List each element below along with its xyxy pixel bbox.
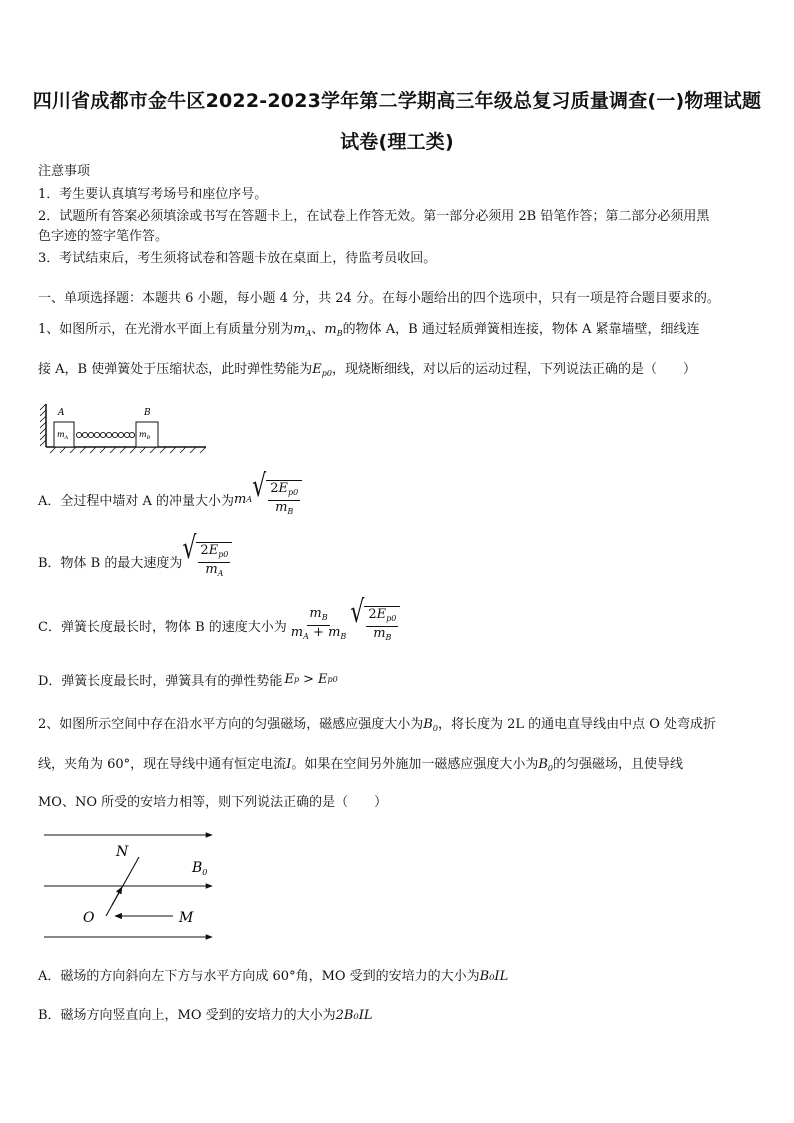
- notice-item-3: 3．考试结束后，考生须将试卷和答题卡放在桌面上，待监考员收回。: [38, 251, 437, 266]
- sqrt-symbol: √ $\frac{2E_{p0}}{m_B}$: [350, 606, 400, 645]
- document-title-line2: 试卷(理工类): [340, 131, 454, 153]
- q1-option-b[interactable]: B．物体 B 的最大速度为 √ $\frac{2E_{p0}}{m_A}$: [38, 542, 232, 581]
- section-heading: 一、单项选择题：本题共 6 小题，每小题 4 分，共 24 分。在每小题给出的四个选项中，只有一项是符合题目要求的。: [38, 291, 720, 306]
- q1-spring-figure: [40, 400, 210, 454]
- q2-stem-line1: 2、如图所示空间中存在沿水平方向的匀强磁场，磁感应强度大小为$B_0$，将长度为 2L 的通电直导线由中点 O 处弯成折: [38, 717, 717, 733]
- document-title-line1: 四川省成都市金牛区2022-2023学年第二学期高三年级总复习质量调查(一)物理试题: [32, 90, 762, 112]
- notice-item-2: 2．试题所有答案必须填涂或书写在答题卡上，在试卷上作答无效。第一部分必须用 2B 铅笔作答；第二部分必须用黑: [38, 209, 710, 224]
- label-o: O: [83, 910, 95, 926]
- label-m: M: [179, 910, 194, 926]
- q2-option-b[interactable]: B．磁场方向竖直向上，MO 受到的安培力的大小为2B₀IL: [38, 1008, 373, 1023]
- q2-field-figure: [40, 825, 220, 945]
- notice-heading: 注意事项: [38, 164, 91, 179]
- q1-option-c[interactable]: C．弹簧长度最长时，物体 B 的速度大小为 $\frac{m_B}{m_A + m_B}$ √ $\frac{2E_{p0}}{m_B}$: [38, 606, 400, 645]
- q1-option-a[interactable]: A．全过程中墙对 A 的冲量大小为 m A √ $\frac{2E_{p0}}{m_B}$: [38, 480, 302, 519]
- q2-stem-line2: 线，夹角为 60°，现在导线中通有恒定电流I。如果在空间另外施加一磁感应强度大小为$B_0$的匀强磁场，且使导线: [38, 757, 684, 773]
- spring: [76, 432, 134, 437]
- label-n: N: [116, 844, 129, 860]
- label-mass-b: $m_B$: [139, 430, 151, 441]
- q1-stem-line2: 接 A，B 使弹簧处于压缩状态，此时弹性势能为$E_{p0}$，现烧断细线，对以后的运动过程，下列说法正确的是（ ）: [38, 362, 696, 378]
- q2-option-a[interactable]: A．磁场的方向斜向左下方与水平方向成 60°角，MO 受到的安培力的大小为B₀IL: [38, 969, 509, 984]
- sqrt-symbol: √ $\frac{2E_{p0}}{m_A}$: [182, 542, 232, 581]
- label-b: B: [144, 408, 151, 418]
- label-b0: $B_0$: [192, 860, 208, 877]
- notice-item-1: 1．考生要认真填写考场号和座位序号。: [38, 187, 268, 202]
- q2-stem-line3: MO、NO 所受的安培力相等，则下列说法正确的是（ ）: [38, 795, 388, 810]
- notice-item-2-cont: 色字迹的签字笔作答。: [38, 229, 169, 244]
- q1-option-d[interactable]: D．弹簧长度最长时，弹簧具有的弹性势能 E p > E p0: [38, 672, 338, 689]
- label-a: A: [58, 408, 65, 418]
- label-mass-a: $m_A$: [57, 430, 69, 441]
- q1-stem-line1: 1、如图所示，在光滑水平面上有质量分别为$m_A$、$m_B$的物体 A，B 通过轻质弹簧相连接，物体 A 紧靠墙壁，细线连: [38, 322, 700, 338]
- sqrt-symbol: √ $\frac{2E_{p0}}{m_B}$: [252, 480, 302, 519]
